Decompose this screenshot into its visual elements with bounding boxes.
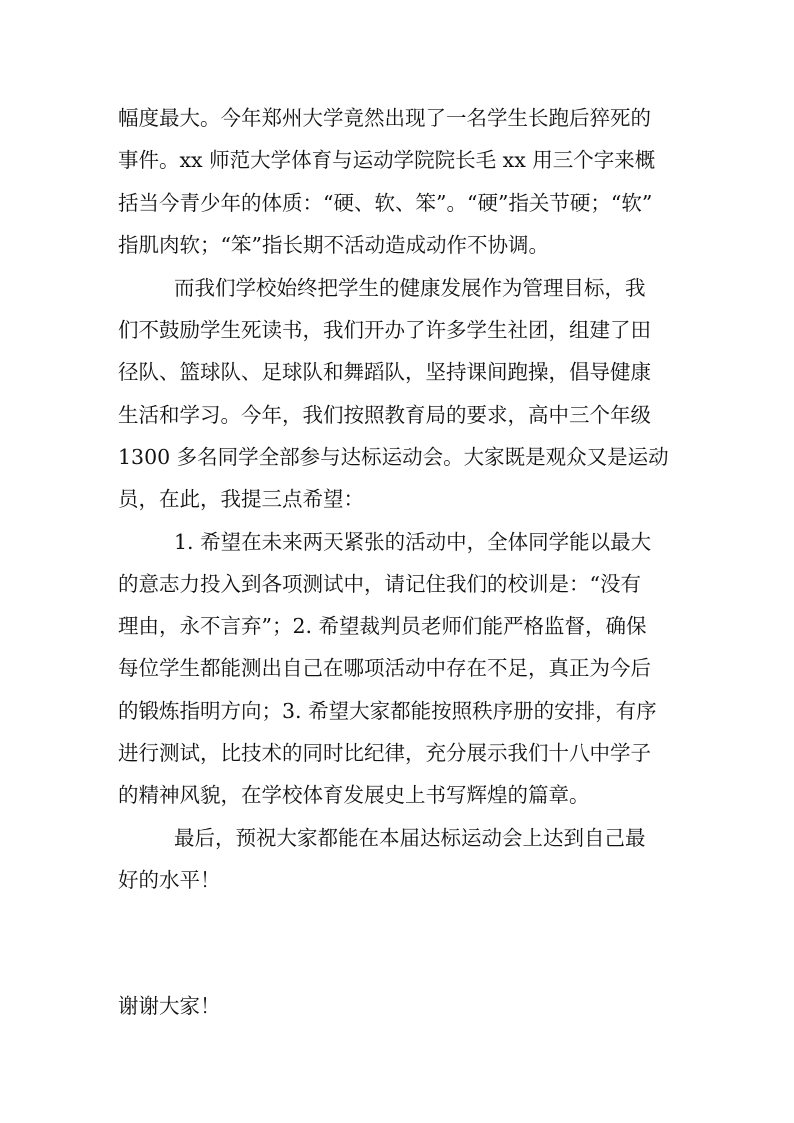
paragraph-line: 指肌肉软；“笨”指长期不活动造成动作不协调。: [118, 233, 549, 257]
paragraph-line: 好的水平！: [118, 868, 221, 892]
paragraph-line: 最后，预祝大家都能在本届达标运动会上达到自己最: [174, 826, 646, 850]
paragraph-line: 而我们学校始终把学生的健康发展作为管理目标，我: [174, 276, 646, 300]
paragraph-line: 们不鼓励学生死读书，我们开办了许多学生社团，组建了田: [118, 318, 651, 342]
paragraph-line: 的精神风貌，在学校体育发展史上书写辉煌的篇章。: [118, 783, 590, 807]
paragraph-line: 进行测试，比技术的同时比纪律，充分展示我们十八中学子: [118, 741, 651, 765]
paragraph-line: 1300 多名同学全部参与达标运动会。大家既是观众又是运动: [118, 445, 669, 469]
paragraph-line: 径队、篮球队、足球队和舞蹈队，坚持课间跑操，倡导健康: [118, 360, 651, 384]
paragraph-line: 员，在此，我提三点希望：: [118, 487, 364, 511]
closing-line: 谢谢大家！: [118, 994, 221, 1018]
paragraph-line: 理由，永不言弃”；2. 希望裁判员老师们能严格监督，确保: [118, 614, 647, 638]
paragraph-line: 幅度最大。今年郑州大学竟然出现了一名学生长跑后猝死的: [118, 106, 651, 130]
paragraph-line: 括当今青少年的体质：“硬、软、笨”。“硬”指关节硬；“软”: [118, 191, 653, 215]
paragraph-line: 的锻炼指明方向；3. 希望大家都能按照秩序册的安排，有序: [118, 699, 657, 723]
paragraph-line: 生活和学习。今年，我们按照教育局的要求，高中三个年级: [118, 403, 651, 427]
paragraph-line: 事件。xx 师范大学体育与运动学院院长毛 xx 用三个字来概: [118, 148, 656, 172]
paragraph-line: 每位学生都能测出自己在哪项活动中存在不足，真正为今后: [118, 656, 651, 680]
paragraph-line: 1. 希望在未来两天紧张的活动中，全体同学能以最大: [174, 530, 652, 554]
paragraph-line: 的意志力投入到各项测试中，请记住我们的校训是：“没有: [118, 572, 641, 596]
